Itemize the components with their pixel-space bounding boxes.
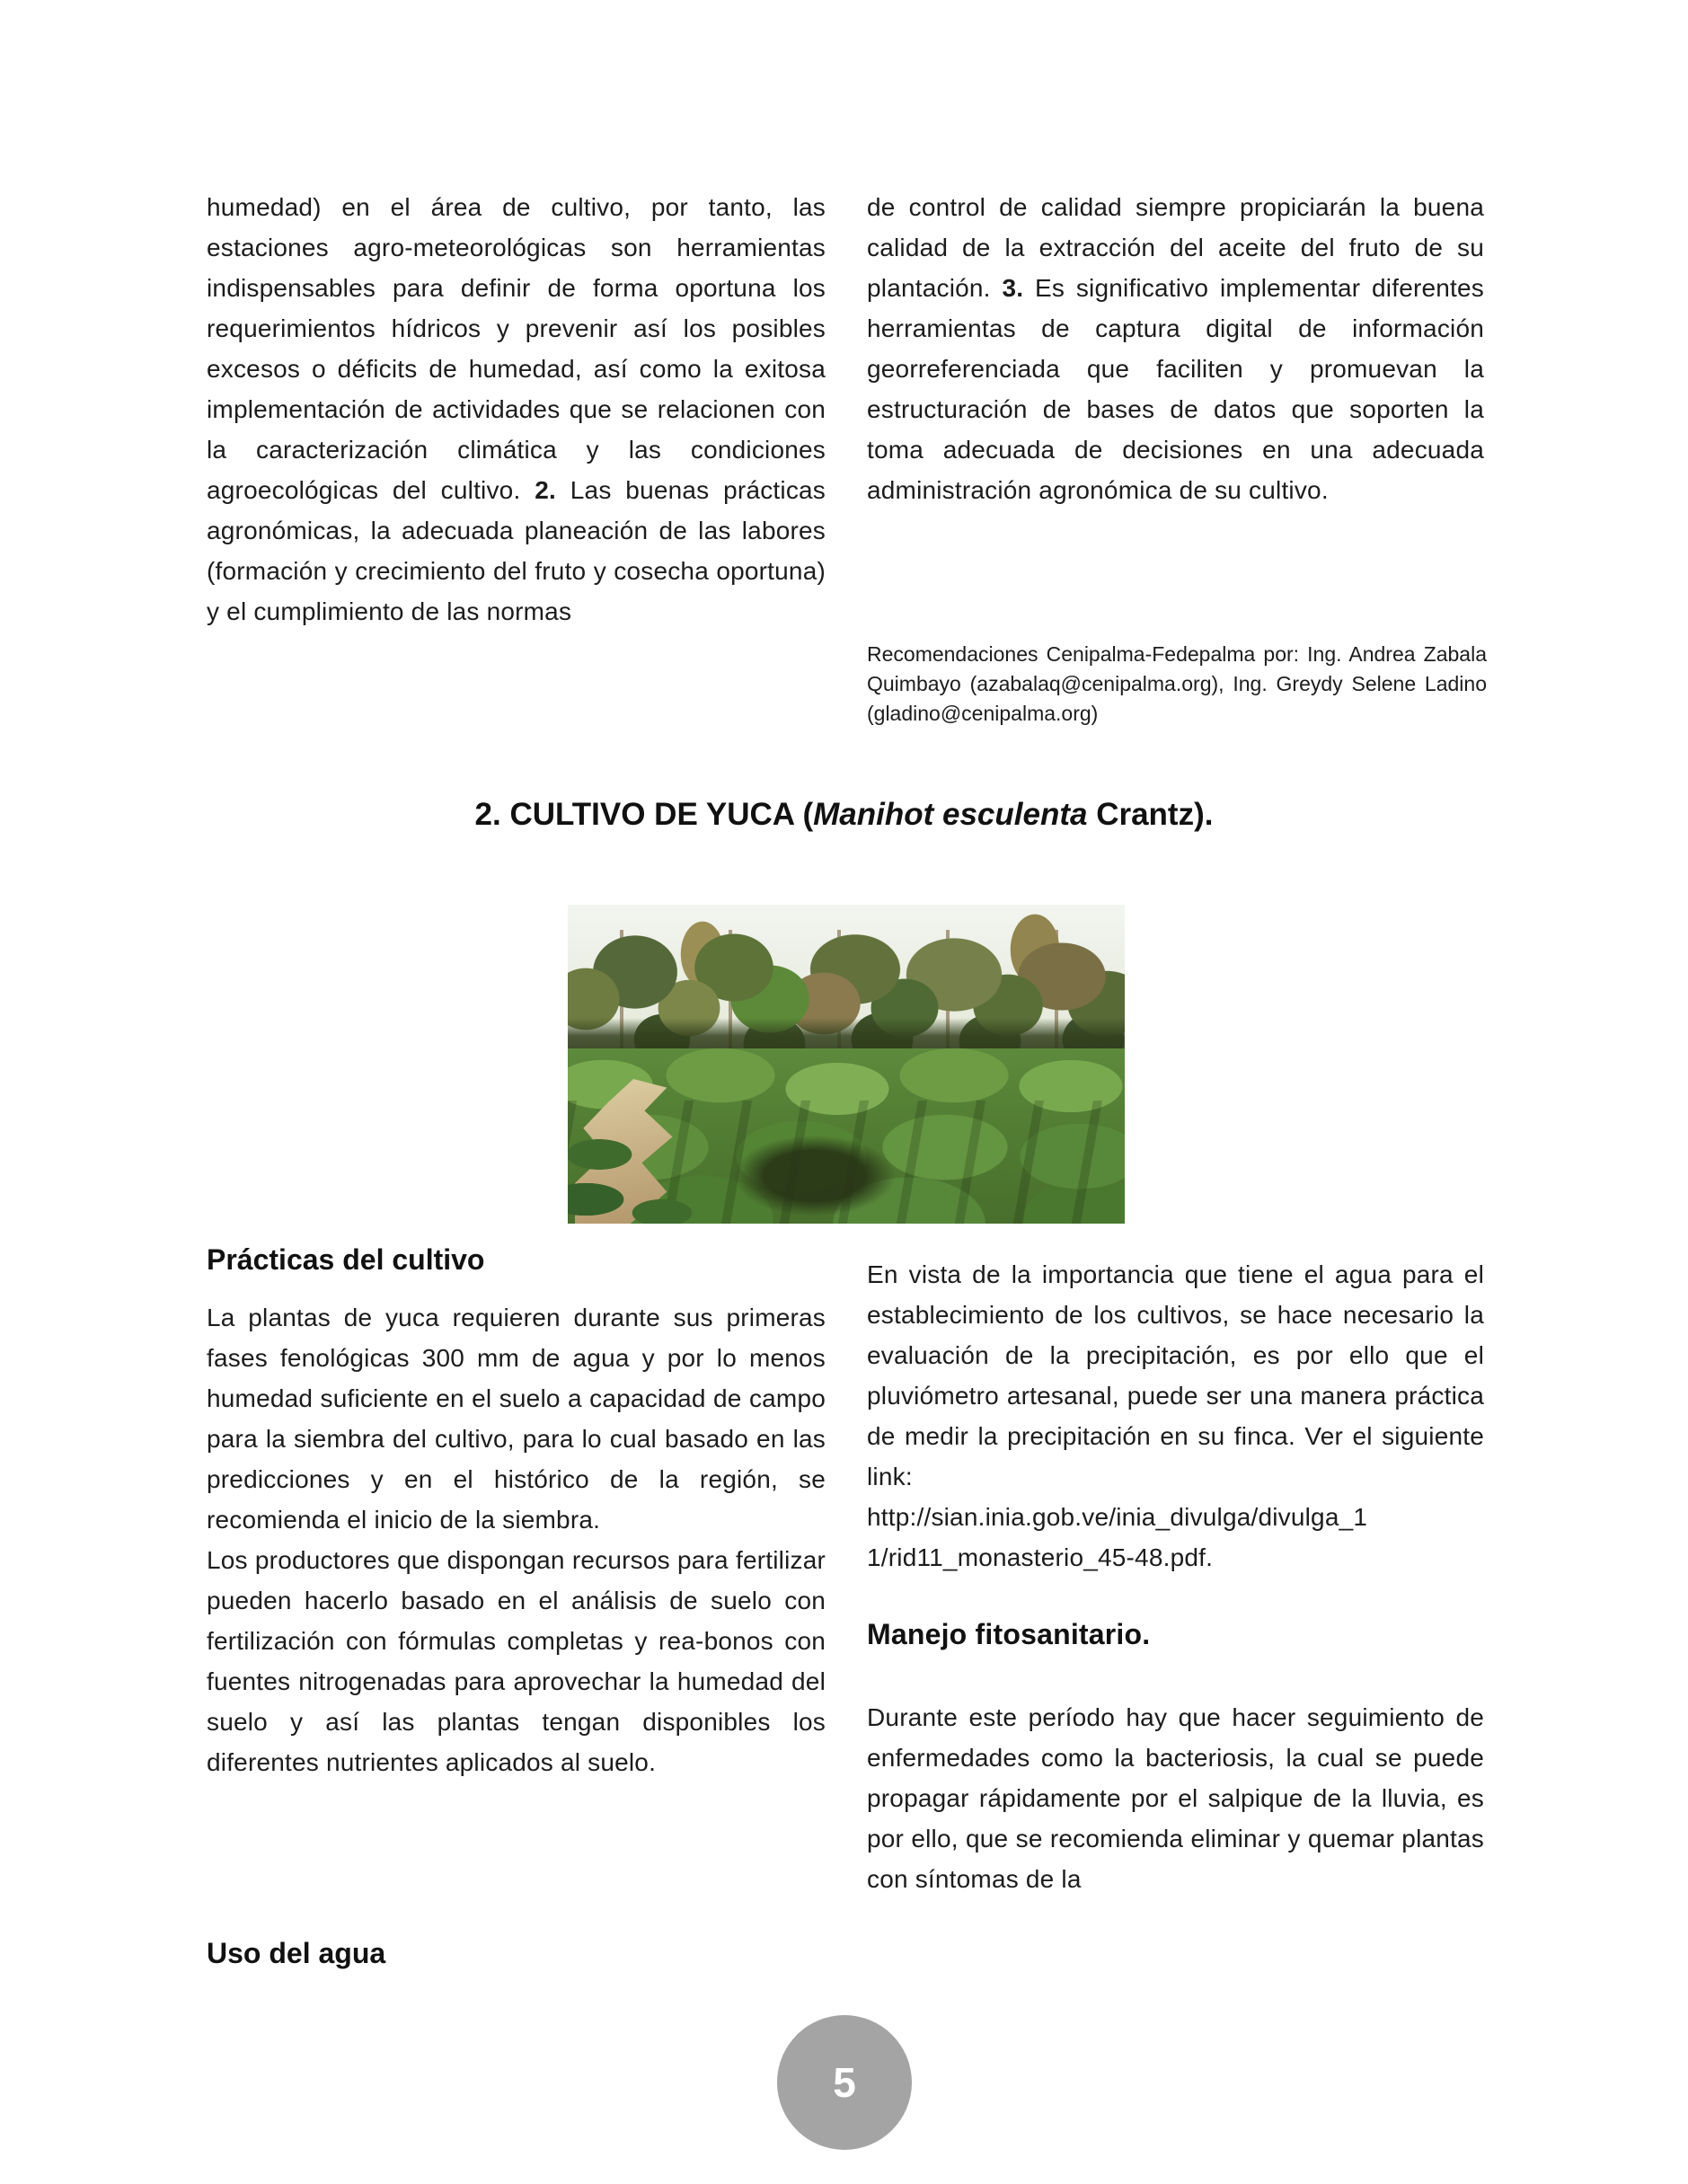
practicas-heading: Prácticas del cultivo (207, 1243, 485, 1276)
top-story-right-column (867, 187, 1484, 510)
credits-footnote: Recomendaciones Cenipalma-Fedepalma por: Ing. Andrea Zabala Quimbayo (azabalaq@cenipalma.org), Ing. Greydy Selene Ladino (gladino@cenipalma.org) (867, 642, 1487, 725)
cassava-field-photo (568, 905, 1125, 1224)
practicas-column (207, 1297, 826, 1782)
practicas-paragraph-2: Los productores que dispongan recursos para fertilizar pueden hacerlo basado en el análisis de suelo con fertilización con fórmulas completas y rea-bonos con fuentes nitrogenadas para aprovechar la humedad del suelo y así las plantas tengan disponibles los diferentes nutrientes aplicados al suelo. (207, 1546, 826, 1776)
url-line-1: http://sian.inia.gob.ve/inia_divulga/divulga_1 (867, 1503, 1368, 1531)
heading-suffix: Crantz). (1087, 797, 1214, 832)
text-run: Es significativo implementar diferentes herramientas de captura digital de información georreferenciada que faciliten y promuevan la estructuración de bases de datos que soporten la toma adecuada de decisiones en una adecuada administración agronómica de su cultivo. (867, 274, 1484, 504)
text-run: humedad) en el área de cultivo, por tanto, las estaciones agro-meteorológicas son herramientas indispensables para definir de forma oportuna los requerimientos hídricos y prevenir así los posibles excesos o déficits de humedad, así como la exitosa implementación de actividades que se relacionen con la caracterización climática y las condiciones agroecológicas del cultivo. (207, 193, 826, 504)
page-number-badge (777, 2015, 912, 2150)
paragraph-continued-left (207, 187, 826, 632)
heading-prefix: 2. CULTIVO DE YUCA ( (474, 797, 814, 832)
text-run: Las buenas prácticas agronómicas, la adecuada planeación de las labores (formación y crecimiento del fruto y cosecha oportuna) y el cumplimiento de las normas (207, 476, 826, 625)
uso-del-agua-paragraph: En vista de la importancia que tiene el agua para el establecimiento de los cultivos, se hace necesario la evaluación de la precipitación, es por ello que el pluviómetro artesanal, puede ser una manera práctica de medir la precipitación en su finca. Ver el siguiente link: (867, 1260, 1484, 1490)
page-number: 5 (833, 2059, 856, 2106)
right-lower-column (867, 1254, 1484, 1899)
url-line-2: 1/rid11_monasterio_45-48.pdf. (867, 1543, 1214, 1571)
paragraph-continued-right (867, 187, 1484, 510)
bold-list-marker: 3. (1002, 274, 1024, 302)
section-heading (0, 795, 1688, 835)
practicas-paragraph-1: La plantas de yuca requieren durante sus primeras fases fenológicas 300 mm de agua y por lo menos humedad suficiente en el suelo a capacidad de campo para la siembra del cultivo, para lo cual basado en las predicciones y en el histórico de la región, se recomienda el inicio de la siembra. (207, 1304, 826, 1534)
species-name-italic: Manihot esculenta (813, 797, 1088, 832)
top-story-left-column (207, 187, 826, 632)
photo-ground-shadow (703, 1114, 927, 1224)
uso-del-agua-heading: Uso del agua (207, 1937, 386, 1969)
text-run: de control de calidad siempre propiciarán la buena calidad de la extracción del aceite del fruto de su plantación. (867, 193, 1484, 302)
reference-url (867, 1497, 1484, 1578)
manejo-paragraph: Durante este período hay que hacer seguimiento de enfermedades como la bacteriosis, la cual se puede propagar rápidamente por el salpique de la lluvia, es por ello, que se recomienda eliminar y quemar plantas con síntomas de la (867, 1703, 1484, 1893)
photo-foreground-leaves (568, 1127, 729, 1224)
manejo-fitosanitario-heading: Manejo fitosanitario. (867, 1618, 1151, 1650)
bold-list-marker: 2. (535, 476, 556, 504)
